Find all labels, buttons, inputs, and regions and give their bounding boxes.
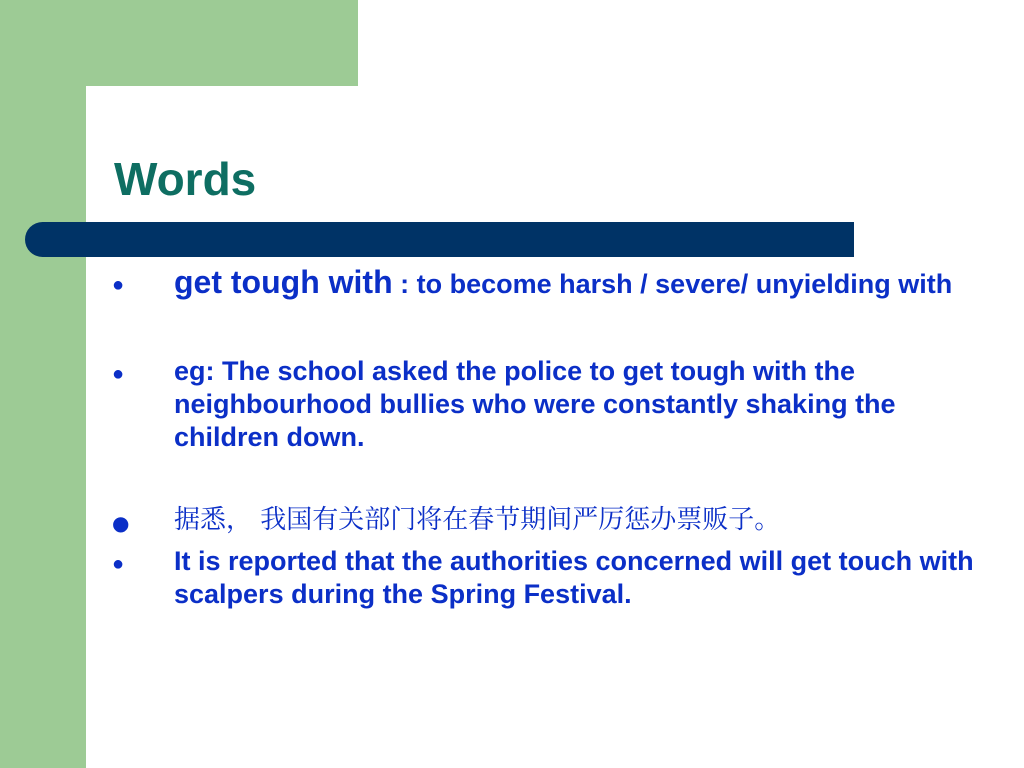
definition-text: : to become harsh / severe/ unyielding with <box>392 269 953 299</box>
bullet-icon: ● <box>112 553 125 575</box>
bullet-item-definition <box>110 266 1000 301</box>
top-green-tab <box>0 0 358 86</box>
example-text: eg: The school asked the police to get tough with the neighbourhood bullies who were constantly shaking the children down. <box>174 356 896 452</box>
chinese-sentence-text: 据悉， 我国有关部门将在春节期间严厉惩办票贩子。 <box>174 505 781 535</box>
left-green-band <box>0 0 86 768</box>
bullet-list <box>110 266 1000 611</box>
title-underline-bar <box>25 222 854 257</box>
bullet-item-example <box>110 355 1000 454</box>
bullet-icon: ● <box>112 511 130 535</box>
bullet-item-chinese <box>110 504 1000 537</box>
bullet-icon: ● <box>112 363 125 385</box>
term-text: get tough with <box>174 264 393 300</box>
bullet-icon: ● <box>112 274 125 296</box>
bullet-item-translation <box>110 545 1000 611</box>
translation-text: It is reported that the authorities concerned will get touch with scalpers during the Spring Festival. <box>174 546 974 609</box>
slide-title: Words <box>114 153 257 205</box>
